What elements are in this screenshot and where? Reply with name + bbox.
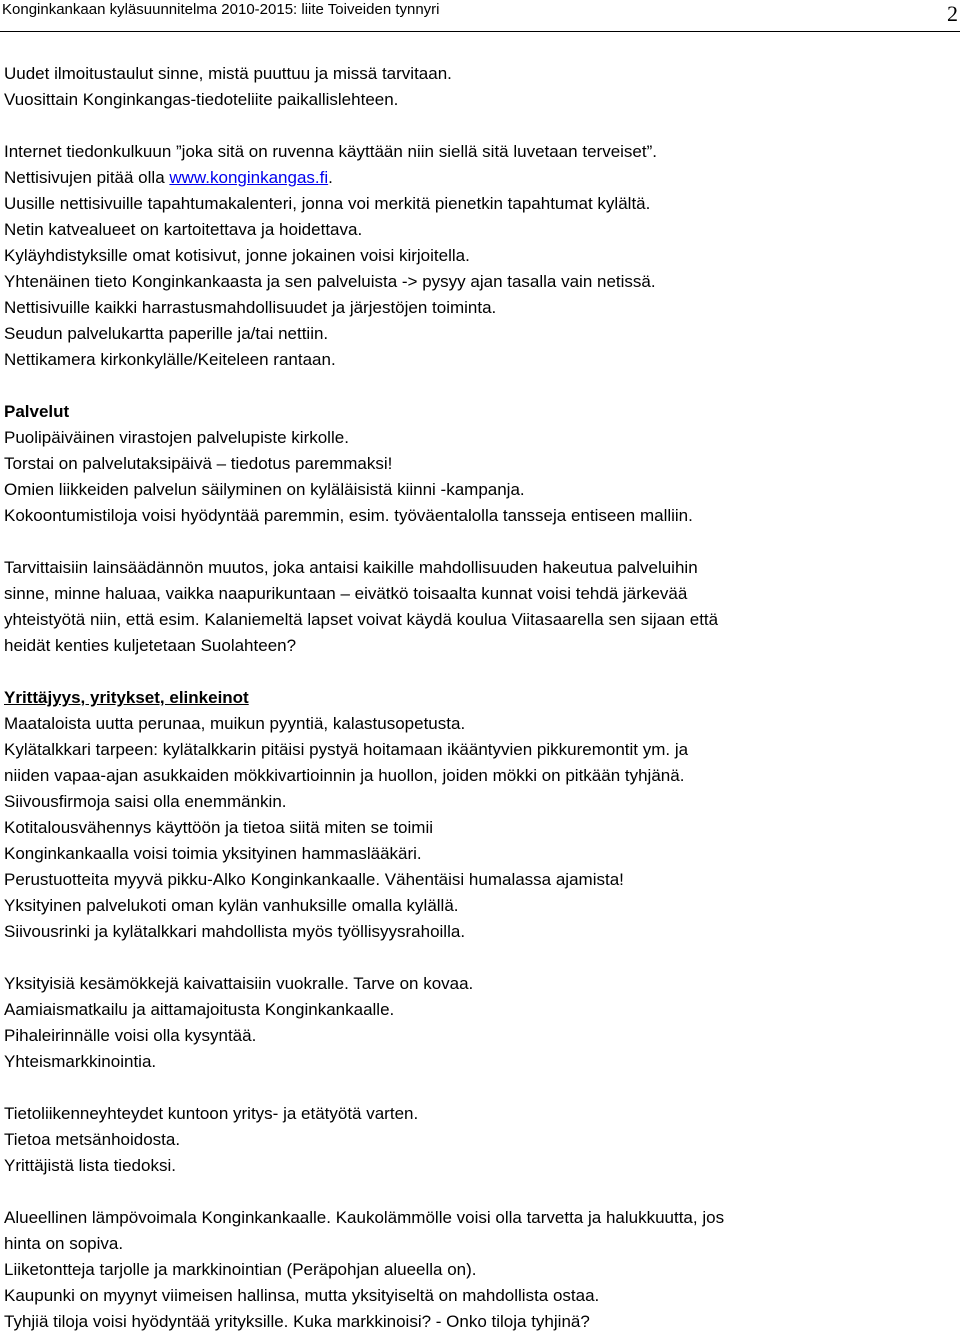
website-link[interactable]: www.konginkangas.fi (169, 168, 329, 187)
paragraph-line: Kaupunki on myynyt viimeisen hallinsa, mutta yksityiseltä on mahdollista ostaa. (4, 1286, 600, 1305)
paragraph-line: Siivousfirmoja saisi olla enemmänkin. (4, 792, 287, 811)
paragraph-line: sinne, minne haluaa, vaikka naapurikuntaan – eivätkö toisaalta kunnat voisi tehdä järkevää (4, 584, 688, 603)
paragraph-line: Yksityinen palvelukoti oman kylän vanhuksille omalla kylällä. (4, 896, 459, 915)
section-heading: Palvelut (4, 402, 70, 421)
paragraph-line: Yrittäjistä lista tiedoksi. (4, 1156, 176, 1175)
paragraph-line: Siivousrinki ja kylätalkkari mahdollista myös työllisyysrahoilla. (4, 922, 466, 941)
paragraph-line: Kotitalousvähennys käyttöön ja tietoa siitä miten se toimii (4, 818, 434, 837)
section-heading: Yrittäjyys, yritykset, elinkeinot (4, 688, 249, 707)
tourism-section (4, 971, 956, 1075)
paragraph-line: Kokoontumistiloja voisi hyödyntää paremmin, esim. työväentalolla tansseja entiseen malliin. (4, 506, 693, 525)
text-span: . (328, 168, 333, 187)
paragraph-line: niiden vapaa-ajan asukkaiden mökkivartioinnin ja huollon, joiden mökki on pitkään tyhjänä. (4, 766, 685, 785)
internet-section (4, 139, 956, 373)
paragraph-line: Perustuotteita myyvä pikku-Alko Konginkankaalle. Vähentäisi humalassa ajamista! (4, 870, 624, 889)
spacer (4, 659, 956, 685)
spacer (4, 1075, 956, 1101)
paragraph-line: yhteistyötä niin, että esim. Kalaniemeltä lapset voivat käydä koulua Viitasaarella sen sijaan että (4, 610, 719, 629)
spacer (4, 373, 956, 399)
paragraph-line: Torstai on palvelutaksipäivä – tiedotus paremmaksi! (4, 454, 393, 473)
paragraph-line (4, 165, 956, 191)
paragraph-line: Tietoliikenneyhteydet kuntoon yritys- ja etätyötä varten. (4, 1104, 419, 1123)
paragraph-line: Puolipäiväinen virastojen palvelupiste kirkolle. (4, 428, 349, 447)
paragraph-line: Aamiaismatkailu ja aittamajoitusta Konginkankaalle. (4, 1000, 395, 1019)
paragraph-line: Nettisivuille kaikki harrastusmahdollisuudet ja järjestöjen toiminta. (4, 298, 497, 317)
paragraph-line: Nettikamera kirkonkylälle/Keiteleen rantaan. (4, 350, 336, 369)
page-header (0, 0, 960, 34)
paragraph-line: heidät kenties kuljetetaan Suolahteen? (4, 636, 297, 655)
spacer (4, 945, 956, 971)
header-title: Konginkankaan kyläsuunnitelma 2010-2015: liite Toiveiden tynnyri (2, 1, 440, 18)
paragraph-line: Uusille nettisivuille tapahtumakalenteri, jonna voi merkitä pienetkin tapahtumat kylältä. (4, 194, 651, 213)
paragraph-line: Tyhjiä tiloja voisi hyödyntää yrityksille. Kuka markkinoisi? - Onko tiloja tyhjinä? (4, 1312, 590, 1331)
page-number: 2 (947, 1, 958, 26)
paragraph-line: Omien liikkeiden palvelun säilyminen on kyläläisistä kiinni -kampanja. (4, 480, 525, 499)
legislation-section (4, 555, 956, 659)
services-section (4, 399, 956, 529)
paragraph-line: Kyläyhdistyksille omat kotisivut, jonne jokainen voisi kirjoitella. (4, 246, 470, 265)
entrepreneurship-section (4, 685, 956, 945)
document-body (4, 61, 956, 1335)
paragraph-line: Yhtenäinen tieto Konginkankaasta ja sen palveluista -> pysyy ajan tasalla vain netissä. (4, 272, 656, 291)
paragraph-line: Internet tiedonkulkuun ”joka sitä on ruvenna käyttään niin siellä sitä luvetaan terveiset”. (4, 142, 657, 161)
paragraph-line: Vuosittain Konginkangas-tiedoteliite paikallislehteen. (4, 90, 399, 109)
paragraph-line: Yhteismarkkinointia. (4, 1052, 157, 1071)
paragraph-line: Netin katvealueet on kartoitettava ja hoidettava. (4, 220, 363, 239)
paragraph-line: Pihaleirinnälle voisi olla kysyntää. (4, 1026, 257, 1045)
header-rule (0, 31, 960, 32)
paragraph-line: Tarvittaisiin lainsäädännön muutos, joka antaisi kaikille mahdollisuuden hakeutua palveluihin (4, 558, 698, 577)
telecom-section (4, 1101, 956, 1179)
paragraph-line: Seudun palvelukartta paperille ja/tai nettiin. (4, 324, 329, 343)
paragraph-line: Uudet ilmoitustaulut sinne, mistä puuttuu ja missä tarvitaan. (4, 64, 452, 83)
paragraph-line: Maataloista uutta perunaa, muikun pyyntiä, kalastusopetusta. (4, 714, 466, 733)
paragraph-line: hinta on sopiva. (4, 1234, 124, 1253)
heating-plant-section (4, 1205, 956, 1335)
spacer (4, 1179, 956, 1205)
spacer (4, 529, 956, 555)
paragraph-line: Kylätalkkari tarpeen: kylätalkkarin pitäisi pystyä hoitamaan ikääntyvien pikkuremontit ym. ja (4, 740, 689, 759)
paragraph-line: Yksityisiä kesämökkejä kaivattaisiin vuokralle. Tarve on kovaa. (4, 974, 474, 993)
spacer (4, 113, 956, 139)
paragraph-line: Tietoa metsänhoidosta. (4, 1130, 181, 1149)
notices-section (4, 61, 956, 113)
paragraph-line: Liiketontteja tarjolle ja markkinointian (Peräpohjan alueella on). (4, 1260, 477, 1279)
paragraph-line: Konginkankaalla voisi toimia yksityinen hammaslääkäri. (4, 844, 422, 863)
paragraph-line: Alueellinen lämpövoimala Konginkankaalle. Kaukolämmölle voisi olla tarvetta ja halukkuutta, jos (4, 1208, 725, 1227)
text-span: Nettisivujen pitää olla (4, 168, 170, 187)
